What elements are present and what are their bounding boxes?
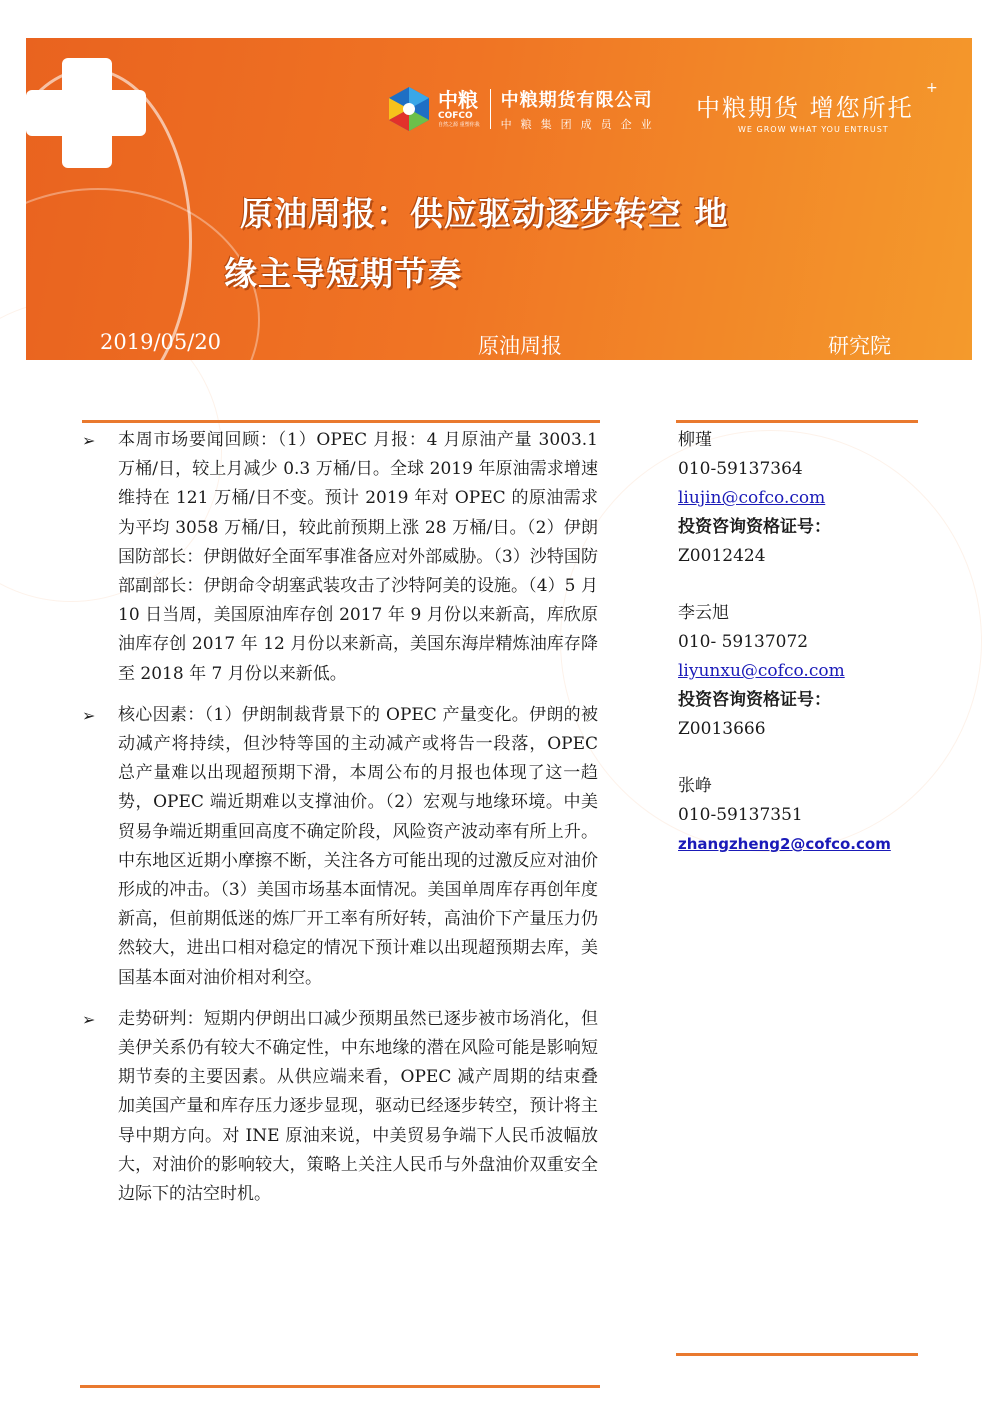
author-card	[678, 426, 938, 571]
author-phone: 010- 59137072	[678, 632, 809, 652]
author-email-link[interactable]: liyunxu@cofco.com	[678, 661, 845, 681]
cofco-logo-icon	[384, 84, 434, 134]
slogan	[696, 80, 938, 134]
company-sub: 中粮集团成员企业	[500, 118, 661, 131]
logo-text	[434, 90, 480, 128]
logo-sub: 自然之源 重塑你我	[438, 122, 480, 128]
report-title-line1: 原油周报：供应驱动逐步转空 地	[240, 194, 729, 233]
author-name: 李云旭	[678, 603, 729, 623]
summary-bullet	[82, 701, 598, 993]
arrow-bullet-icon: ➢	[82, 705, 96, 725]
author-phone: 010-59137351	[678, 805, 803, 825]
author-name: 张峥	[678, 776, 712, 796]
header-banner	[26, 38, 972, 360]
main-bottom-rule	[80, 1385, 600, 1388]
bullet-text: 核心因素：（1）伊朗制裁背景下的 OPEC 产量变化。伊朗的被动减产将持续，但沙特等国的主动减产或将告一段落，OPEC 总产量难以出现超预期下滑，本周公布的月报也体现了这一趋势，OPEC 端近期难以支撑油价。（2）宏观与地缘环境。中美贸易争端近期重回高度不确定阶段，风险资产波动率有所上升。中东地区近期小摩擦不断，关注各方可能出现的过激反应对油价形成的冲击。（3）美国市场基本面情况。美国单周库存再创年度新高，但前期低迷的炼厂开工率有所好转，高油价下产量压力仍然较大，进出口相对稳定的情况下预计难以出现超预期去库，美国基本面对油价相对利空。	[118, 704, 598, 988]
arrow-bullet-icon: ➢	[82, 1009, 96, 1029]
author-email-link[interactable]: zhangzheng2@cofco.com	[678, 835, 891, 853]
author-phone: 010-59137364	[678, 459, 803, 479]
slogan-cn: 中粮期货 增您所托	[696, 94, 914, 122]
bullet-text: 走势研判：短期内伊朗出口减少预期虽然已逐步被市场消化，但美伊关系仍有较大不确定性，中东地缘的潜在风险可能是影响短期节奏的主要因素。从供应端来看，OPEC 减产周期的结束叠加美国产量和库存压力逐步显现，驱动已经逐步转空，预计将主导中期方向。对 INE 原油来说，中美贸易争端下人民币波幅放大，对油价的影响较大，策略上关注人民币与外盘油价双重安全边际下的沽空时机。	[118, 1008, 598, 1205]
report-category: 原油周报	[478, 334, 562, 358]
company-logo	[384, 84, 661, 134]
cert-number: Z0013666	[678, 719, 766, 739]
summary-section	[82, 426, 598, 1221]
slogan-plus-icon: +	[926, 80, 938, 96]
author-name: 柳瑾	[678, 430, 712, 450]
cert-label: 投资咨询资格证号：	[678, 517, 831, 537]
author-card	[678, 772, 938, 859]
author-email-link[interactable]: liujin@cofco.com	[678, 488, 826, 508]
report-date: 2019/05/20	[100, 330, 222, 354]
report-title-line2: 缘主导短期节奏	[224, 254, 462, 293]
main-top-rule	[82, 420, 600, 423]
summary-bullet	[82, 1005, 598, 1209]
cert-number: Z0012424	[678, 546, 766, 566]
logo-divider	[490, 89, 491, 129]
arrow-bullet-icon: ➢	[82, 431, 96, 450]
cert-label: 投资咨询资格证号：	[678, 690, 831, 710]
logo-en: COFCO	[438, 111, 473, 121]
author-card	[678, 599, 938, 744]
author-sidebar	[678, 426, 938, 887]
summary-bullet	[82, 426, 598, 689]
report-department: 研究院	[828, 334, 891, 358]
company-name: 中粮期货有限公司	[500, 90, 653, 111]
side-bottom-rule	[676, 1353, 918, 1356]
company-block	[501, 86, 661, 132]
bullet-text: 本周市场要闻回顾：（1）OPEC 月报：4 月原油产量 3003.1 万桶/日，较上月减少 0.3 万桶/日。全球 2019 年原油需求增速维持在 121 万桶/日不变。预计 2019 年对 OPEC 的原油需求为平均 3058 万桶/日，较此前预期上涨 28 万桶/日。（2）伊朗国防部长：伊朗做好全面军事准备应对外部威胁。（3）沙特国防部副部长：伊朗命令胡塞武装攻击了沙特阿美的设施。（4）5 月 10 日当周，美国原油库存创 2017 年 9 月份以来新高，库欣原油库存创 2017 年 12 月份以来新高，美国东海岸精炼油库存降至 2018 年 7 月份以来新低。	[118, 430, 598, 684]
side-top-rule	[676, 420, 918, 423]
plus-shape-icon	[26, 90, 146, 136]
slogan-en: WE GROW WHAT YOU ENTRUST	[738, 125, 889, 134]
logo-cn: 中粮	[438, 88, 478, 112]
